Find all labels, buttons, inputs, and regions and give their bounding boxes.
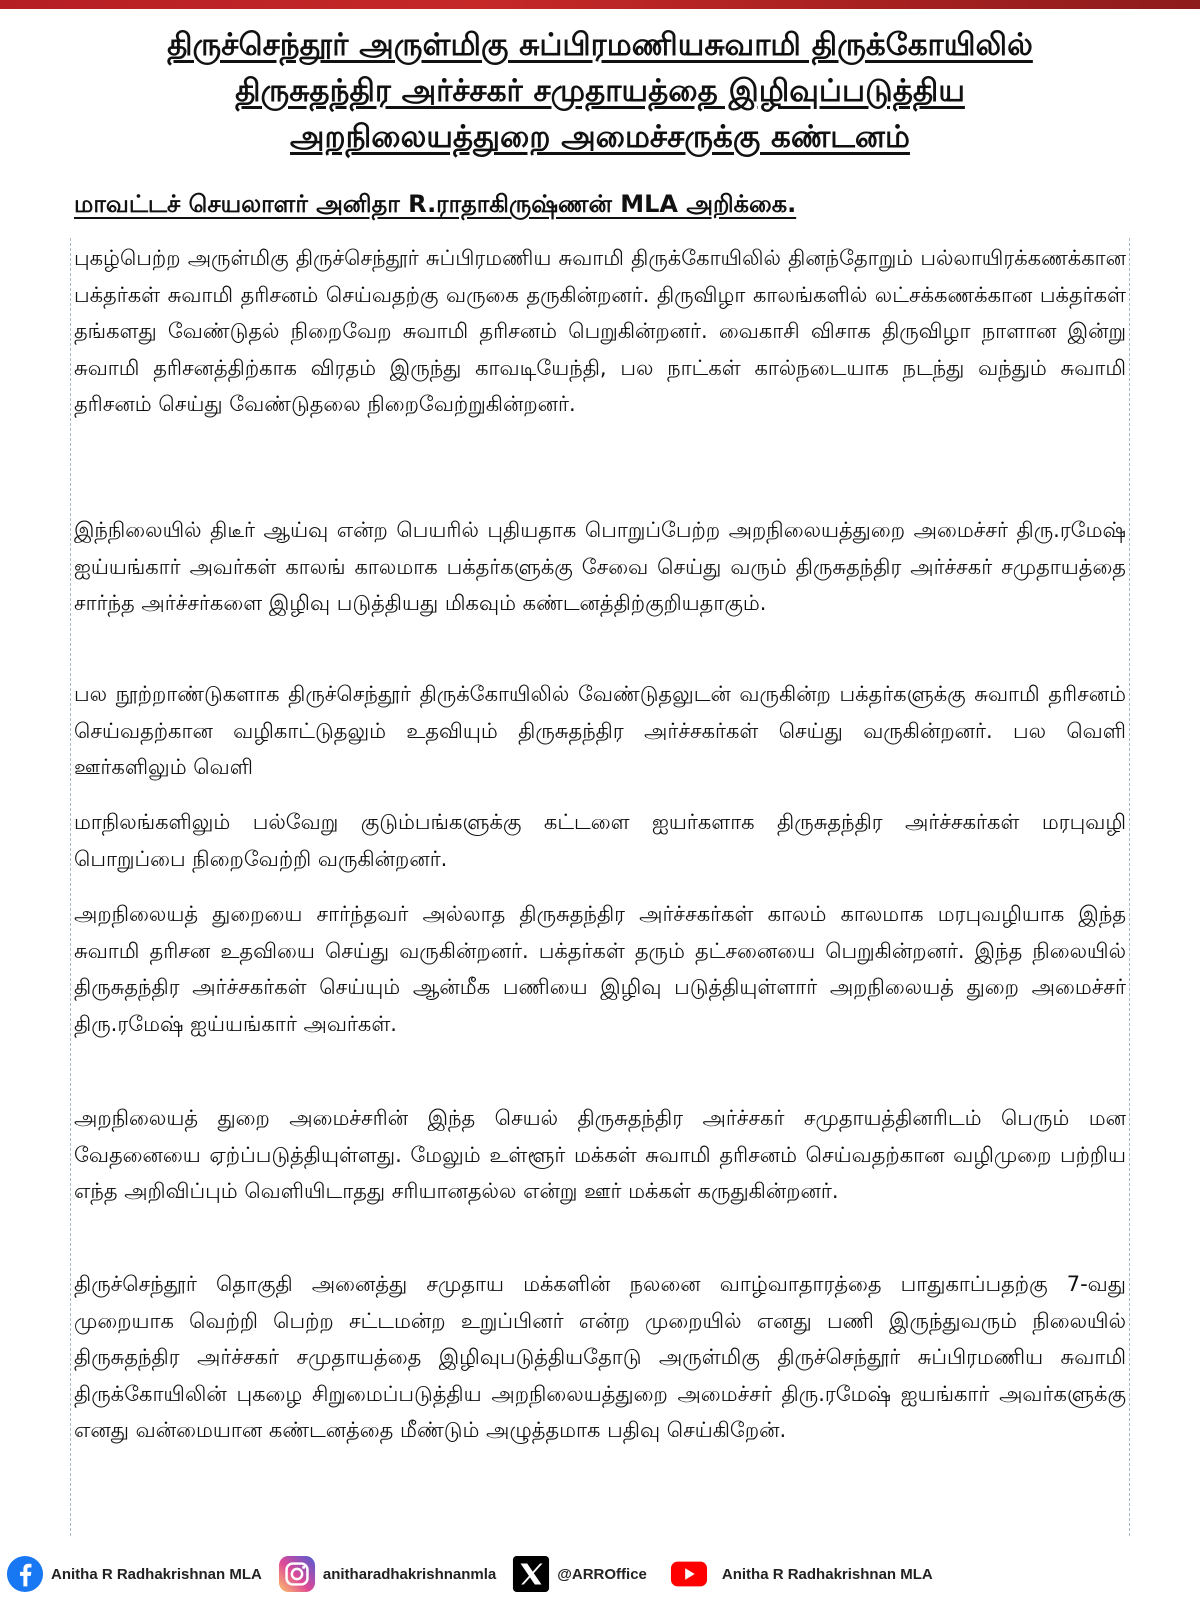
social-youtube[interactable]	[663, 1555, 933, 1593]
paragraph-6: அறநிலையத் துறை அமைச்சரின் இந்த செயல் திருசுதந்திர அர்ச்சகர் சமுதாயத்தினரிடம் பெரும் மன வேதனையை ஏற்ப்படுத்தியுள்ளது. மேலும் உள்ளூர் மக்கள் சுவாமி தரிசனம் செய்வதற்கான வழிமுறை பற்றிய எந்த அறிவிப்பும் வெளியிடாதது சரியானதல்ல என்று ஊர் மக்கள் கருதுகின்றனர்.	[74, 1106, 1126, 1203]
paragraph-1: புகழ்பெற்ற அருள்மிகு திருச்செந்தூர் சுப்பிரமணிய சுவாமி திருக்கோயிலில் தினந்தோறும் பல்லாயிரக்கணக்கான பக்தர்கள் சுவாமி தரிசனம் செய்வதற்கு வருகை தருகின்றனர். திருவிழா காலங்களில் லட்சக்கணக்கான பக்தர்கள் தங்களது வேண்டுதல் நிறைவேற சுவாமி தரிசனம் பெறுகின்றனர். வைகாசி விசாக திருவிழா நாளான இன்று சுவாமி தரிசனத்திற்காக விரதம் இருந்து காவடியேந்தி, பல நாட்கள் கால்நடையாக நடந்து வந்தும் சுவாமி தரிசனம் செய்து வேண்டுதலை நிறைவேற்றுகின்றனர்.	[74, 246, 1126, 416]
x-label: @ARROffice	[557, 1565, 647, 1583]
title-line-3: அறநிலையத்துறை அமைச்சருக்கு கண்டனம்	[290, 119, 910, 155]
paragraph-4: மாநிலங்களிலும் பல்வேறு குடும்பங்களுக்கு கட்டளை ஐயர்களாக திருசுதந்திர அர்ச்சகர்கள் மரபுவழி பொறுப்பை நிறைவேற்றி வருகின்றனர்.	[74, 810, 1126, 871]
social-instagram[interactable]	[278, 1555, 496, 1593]
press-release-title	[40, 22, 1160, 160]
statement-subtitle: மாவட்டச் செயலாளர் அனிதா R.ராதாகிருஷ்ணன் MLA அறிக்கை.	[74, 190, 797, 218]
paragraph-2: இந்நிலையில் திடீர் ஆய்வு என்ற பெயரில் புதியதாக பொறுப்பேற்ற அறநிலையத்துறை அமைச்சர் திரு.ரமேஷ் ஐய்யங்கார் அவர்கள் காலங் காலமாக பக்தர்களுக்கு சேவை செய்து வரும் திருசுதந்திர அர்ச்சகர் சமுதாயத்தை சார்ந்த அர்ச்சர்களை இழிவு படுத்தியது மிகவும் கண்டனத்திற்குறியதாகும்.	[74, 518, 1126, 615]
youtube-icon	[663, 1555, 715, 1593]
paragraph-5: அறநிலையத் துறையை சார்ந்தவர் அல்லாத திருசுதந்திர அர்ச்சகர்கள் காலம் காலமாக மரபுவழியாக இந்த சுவாமி தரிசன உதவியை செய்து வருகின்றனர். பக்தர்கள் தரும் தட்சனையை பெறுகின்றனர். இந்த நிலையில் திருசுதந்திர அர்ச்சகர்கள் செய்யும் ஆன்மீக பணியை இழிவு படுத்தியுள்ளார் அறநிலையத் துறை அமைச்சர் திரு.ரமேஷ் ஐய்யங்கார் அவர்கள்.	[74, 902, 1126, 1036]
x-icon	[512, 1555, 550, 1593]
facebook-label: Anitha R Radhakrishnan MLA	[51, 1565, 262, 1583]
youtube-label: Anitha R Radhakrishnan MLA	[721, 1565, 933, 1583]
social-facebook[interactable]	[6, 1555, 262, 1593]
top-accent-bar	[0, 0, 1200, 9]
title-line-1: திருச்செந்தூர் அருள்மிகு சுப்பிரமணியசுவாமி திருக்கோயிலில்	[167, 27, 1033, 63]
instagram-label: anitharadhakrishnanmla	[322, 1565, 497, 1583]
paragraph-7: திருச்செந்தூர் தொகுதி அனைத்து சமுதாய மக்களின் நலனை வாழ்வாதாரத்தை பாதுகாப்பதற்கு 7-வது முறையாக வெற்றி பெற்ற சட்டமன்ற உறுப்பினர் என்ற முறையில் எனது பணி இருந்துவரும் நிலையில் திருசுதந்திர அர்ச்சகர் சமுதாயத்தை இழிவுபடுத்தியதோடு அருள்மிகு திருச்செந்தூர் சுப்பிரமணிய சுவாமி திருக்கோயிலின் புகழை சிறுமைப்படுத்திய அறநிலையத்துறை அமைச்சர் திரு.ரமேஷ் ஐயங்கார் அவர்களுக்கு எனது வன்மையான கண்டனத்தை மீண்டும் அழுத்தமாக பதிவு செய்கிறேன்.	[74, 1272, 1126, 1442]
instagram-icon	[278, 1555, 316, 1593]
paragraph-3: பல நூற்றாண்டுகளாக திருச்செந்தூர் திருக்கோயிலில் வேண்டுதலுடன் வருகின்ற பக்தர்களுக்கு சுவாமி தரிசனம் செய்வதற்கான வழிகாட்டுதலும் உதவியும் திருசுதந்திர அர்ச்சகர்கள் செய்து வருகின்றனர். பல வெளி ஊர்களிலும் வெளி	[74, 682, 1126, 779]
social-footer	[0, 1548, 1200, 1600]
title-line-2: திருசுதந்திர அர்ச்சகர் சமுதாயத்தை இழிவுப்படுத்திய	[235, 73, 965, 109]
facebook-icon	[6, 1555, 44, 1593]
social-x[interactable]	[512, 1555, 647, 1593]
